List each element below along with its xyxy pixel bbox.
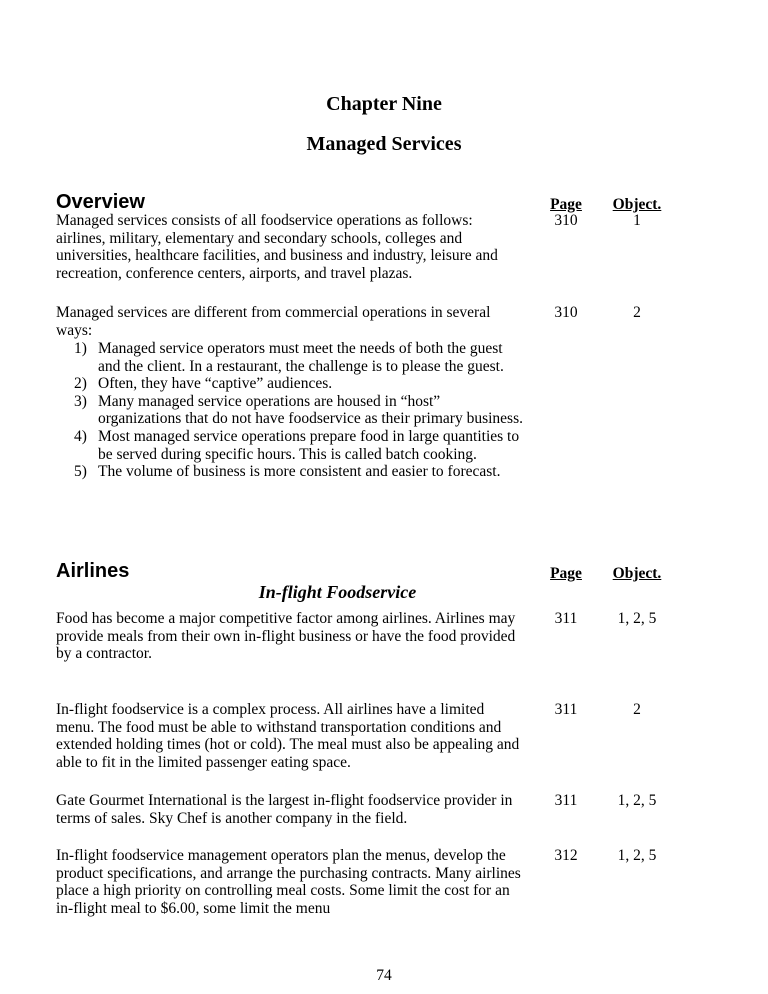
airlines-paragraph-objective: 1, 2, 5 — [617, 847, 657, 864]
list-item-number: 4) — [74, 427, 87, 445]
overview-paragraph-1: Managed services consists of all foodservice operations as follows: airlines, military, elementary and secondary schools, colleges and universities, healthcare facilities, and business and industry, leisure and recreation, conference centers, airports, and travel plazas. — [56, 212, 498, 282]
list-item-text: Many managed service operations are housed in “host” organizations that do not have foodservice as their primary business. — [98, 392, 523, 428]
airlines-paragraph: Gate Gourmet International is the largest in-flight foodservice provider in terms of sales. Sky Chef is another company in the field. — [56, 792, 513, 827]
list-item — [56, 393, 526, 428]
airlines-paragraph-page: 311 — [554, 610, 578, 627]
airlines-paragraph-objective: 1, 2, 5 — [617, 610, 657, 627]
inflight-subheading: In-flight Foodservice — [258, 582, 417, 602]
list-item-text: Often, they have “captive” audiences. — [98, 375, 333, 393]
overview-paragraph-1-objective: 1 — [633, 212, 641, 229]
list-item-number: 3) — [74, 392, 87, 410]
list-item-number: 5) — [74, 463, 87, 481]
list-item — [56, 375, 526, 393]
airlines-heading: Airlines — [56, 560, 130, 582]
chapter-title: Managed Services — [306, 133, 462, 155]
airlines-objective-column-header: Object. — [612, 565, 662, 582]
airlines-page-column-header: Page — [550, 565, 582, 582]
list-item-text: Managed service operators must meet the needs of both the guest and the client. In a restaurant, the challenge is to please the guest. — [98, 340, 504, 375]
chapter-number: Chapter Nine — [326, 93, 442, 115]
airlines-paragraph-objective: 2 — [633, 701, 641, 718]
airlines-paragraph-page: 312 — [554, 847, 578, 864]
list-item-number: 1) — [74, 340, 87, 357]
airlines-paragraph: In-flight foodservice management operators plan the menus, develop the product specifications, and arrange the purchasing contracts. Many airlines place a high priority on controlling meal costs. Some limit the cost for an in-flight meal to $6.00, some limit the menu — [56, 847, 521, 917]
airlines-paragraph-page: 311 — [554, 792, 578, 809]
overview-paragraph-2: Managed services are different from commercial operations in several ways: — [56, 304, 491, 339]
list-item — [56, 463, 526, 481]
differences-list — [56, 340, 526, 481]
page-number: 74 — [376, 967, 392, 984]
overview-objective-column-header: Object. — [612, 196, 662, 213]
list-item-text: Most managed service operations prepare food in large quantities to be served during specific hours. This is called batch cooking. — [98, 427, 520, 463]
overview-paragraph-2-objective: 2 — [633, 304, 641, 321]
airlines-paragraph-page: 311 — [554, 701, 578, 718]
list-item — [56, 428, 526, 463]
list-item-text: The volume of business is more consistent and easier to forecast. — [98, 463, 501, 481]
overview-heading: Overview — [56, 191, 145, 213]
airlines-paragraph-objective: 1, 2, 5 — [617, 792, 657, 809]
overview-paragraph-1-page: 310 — [554, 212, 578, 229]
overview-paragraph-2-page: 310 — [554, 304, 578, 321]
list-item — [56, 340, 526, 375]
airlines-paragraph: Food has become a major competitive factor among airlines. Airlines may provide meals from their own in-flight business or have the food provided by a contractor. — [56, 610, 516, 663]
airlines-paragraph: In-flight foodservice is a complex process. All airlines have a limited menu. The food must be able to withstand transportation conditions and extended holding times (hot or cold). The meal must also be appealing and able to fit in the limited passenger eating space. — [56, 701, 520, 771]
list-item-number: 2) — [74, 375, 87, 393]
overview-page-column-header: Page — [550, 196, 582, 213]
